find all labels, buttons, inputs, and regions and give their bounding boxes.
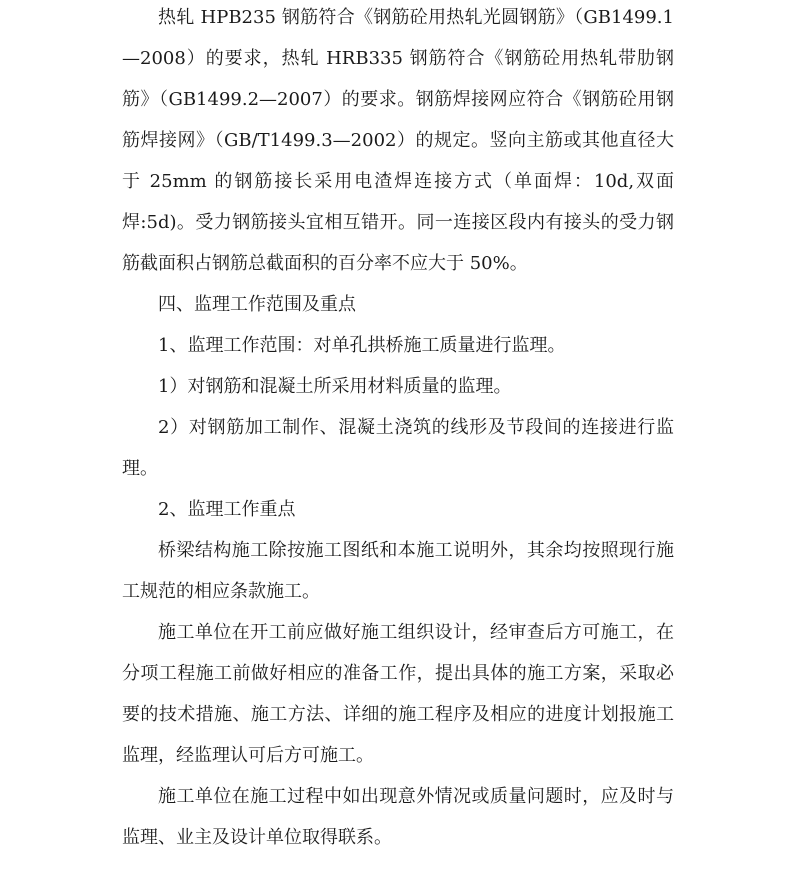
paragraph-scope: 1、监理工作范围：对单孔拱桥施工质量进行监理。 [158,335,566,356]
list-item-material-quality: 1）对钢筋和混凝土所采用材料质量的监理。 [158,376,512,397]
section-heading-scope-and-focus: 四、监理工作范围及重点 [158,294,356,315]
paragraph-rebar-standards: 热轧 HPB235 钢筋符合《钢筋砼用热轧光圆钢筋》（GB1499.1—2008）的要求，热轧 HRB335 钢筋符合《钢筋砼用热轧带肋钢筋》（GB1499.2—2007）的要求。钢筋焊接网应符合《钢筋砼用钢筋焊接网》（GB/T1499.3—2002）的规定。竖向主筋或其他直径大于 25mm 的钢筋接长采用电渣焊连接方式（单面焊：10d,双面焊:5d)。受力钢筋接头宜相互错开。同一连接区段内有接头的受力钢筋截面积占钢筋总截面积的百分率不应大于 50%。 [122,7,674,274]
paragraph-construction-specs: 桥梁结构施工除按施工图纸和本施工说明外，其余均按照现行施工规范的相应条款施工。 [122,540,674,602]
subheading-focus: 2、监理工作重点 [158,499,296,520]
document-body [122,0,674,858]
paragraph-construction-plan: 施工单位在开工前应做好施工组织设计，经审查后方可施工，在分项工程施工前做好相应的准备工作，提出具体的施工方案，采取必要的技术措施、施工方法、详细的施工程序及相应的进度计划报施工监理，经监理认可后方可施工。 [122,622,674,766]
paragraph-contact-on-issues: 施工单位在施工过程中如出现意外情况或质量问题时，应及时与监理、业主及设计单位取得联系。 [122,786,674,848]
list-item-fabrication-and-pouring: 2）对钢筋加工制作、混凝土浇筑的线形及节段间的连接进行监理。 [122,417,674,479]
